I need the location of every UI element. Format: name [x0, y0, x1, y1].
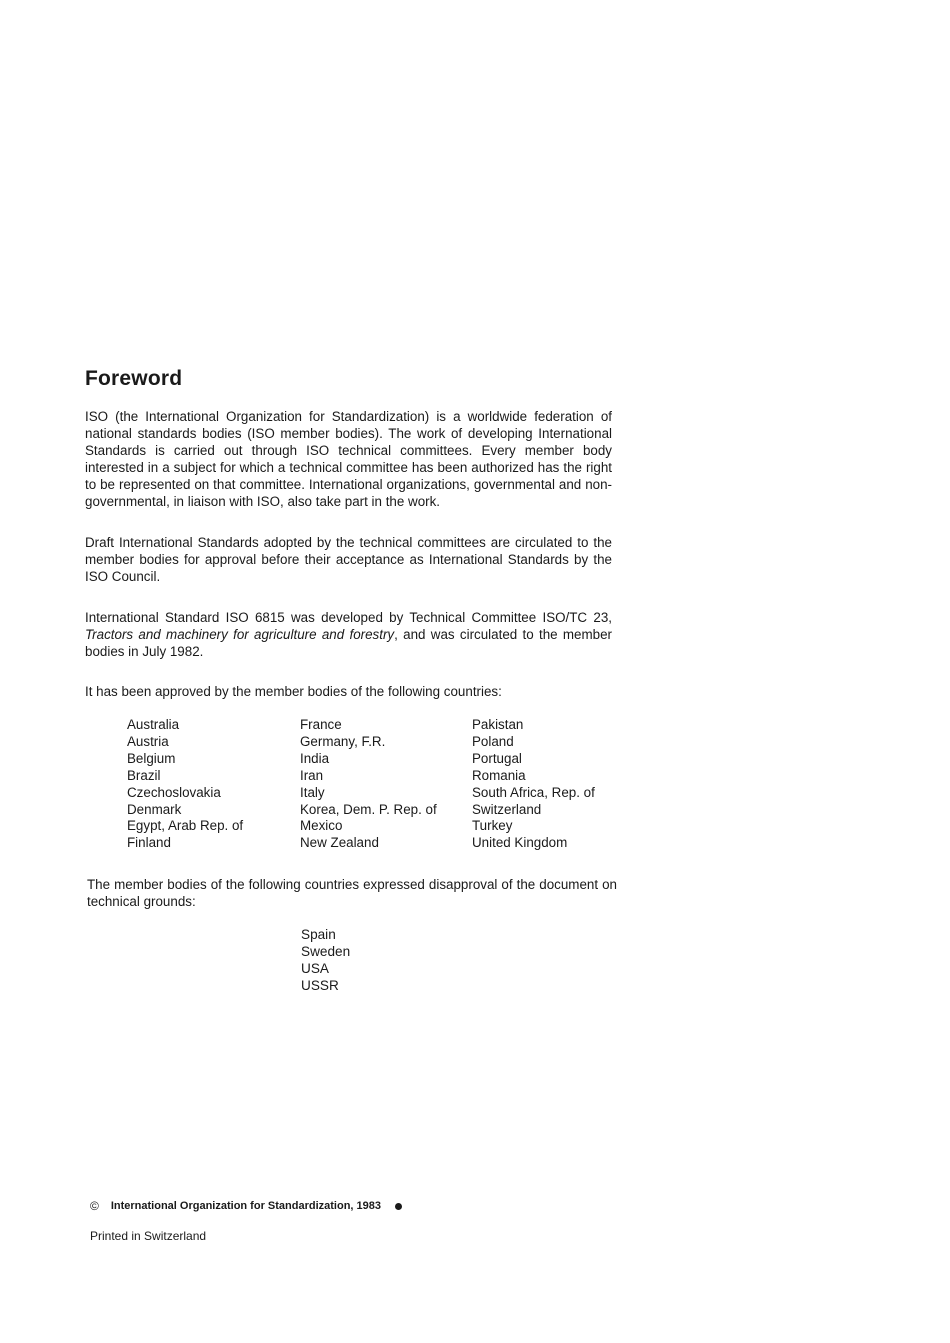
copyright-line [90, 1199, 402, 1213]
country-item: Romania [472, 767, 526, 783]
approved-countries-column-3 [472, 717, 595, 852]
country-item: Germany, F.R. [300, 733, 386, 749]
committee-title: Tractors and machinery for agriculture and forestry [85, 627, 395, 642]
country-item: Iran [300, 767, 324, 783]
page-title: Foreword [85, 367, 183, 390]
disapproval-intro: The member bodies of the following countries expressed disapproval of the document on technical grounds: [87, 877, 617, 909]
country-item: Egypt, Arab Rep. of [127, 818, 244, 834]
country-item: Belgium [127, 750, 176, 766]
paragraph-standard-development [85, 609, 612, 660]
country-item: Australia [127, 717, 180, 732]
printed-in-note: Printed in Switzerland [90, 1229, 207, 1243]
country-item: Brazil [127, 767, 161, 783]
bullet-icon [395, 1203, 402, 1210]
country-item: Denmark [127, 801, 182, 817]
country-item: USSR [301, 978, 339, 993]
country-item: Poland [472, 733, 514, 749]
country-item: Turkey [472, 818, 513, 834]
country-item: Switzerland [472, 801, 542, 817]
country-item: Mexico [300, 818, 343, 834]
country-item: Czechoslovakia [127, 784, 221, 800]
country-item: South Africa, Rep. of [472, 784, 595, 800]
country-item: India [300, 750, 330, 766]
approved-countries-column-2 [300, 717, 437, 852]
country-item: Korea, Dem. P. Rep. of [300, 801, 437, 817]
paragraph-standard-text-start: International Standard ISO 6815 was developed by Technical Committee ISO/TC 23, [85, 610, 612, 625]
copyright-icon: © [90, 1199, 99, 1213]
country-item: Finland [127, 835, 171, 851]
country-item: Portugal [472, 750, 522, 766]
paragraph-iso-intro: ISO (the International Organization for Standardization) is a worldwide federation of national standards bodies (ISO member bodies). The work of developing International Standards is carried out through ISO technical committees. Every member body interested in a subject for which a technical committee has been authorized has the right to be represented on that committee. International organizations, governmental and non-governmental, in liaison with ISO, also take part in the work. [85, 409, 612, 509]
country-item: USA [301, 961, 329, 976]
paragraph-standard-text-end: , and was circulated to the member bodies in July 1982. [85, 627, 612, 659]
copyright-text: International Organization for Standardization, 1983 [110, 1200, 381, 1212]
approval-intro: It has been approved by the member bodies of the following countries: [85, 684, 502, 699]
country-item: New Zealand [300, 835, 379, 851]
approved-countries-column-1 [127, 717, 243, 852]
paragraph-draft-standards: Draft International Standards adopted by the technical committees are circulated to the member bodies for approval before their acceptance as International Standards by the ISO Council. [85, 535, 612, 584]
country-item: Pakistan [472, 717, 524, 732]
country-item: Spain [301, 927, 336, 942]
country-item: Sweden [301, 944, 351, 959]
country-item: Austria [127, 733, 169, 749]
country-item: United Kingdom [472, 835, 568, 851]
country-item: Italy [300, 784, 325, 800]
disapproved-countries-list [301, 926, 350, 994]
country-item: France [300, 717, 342, 732]
